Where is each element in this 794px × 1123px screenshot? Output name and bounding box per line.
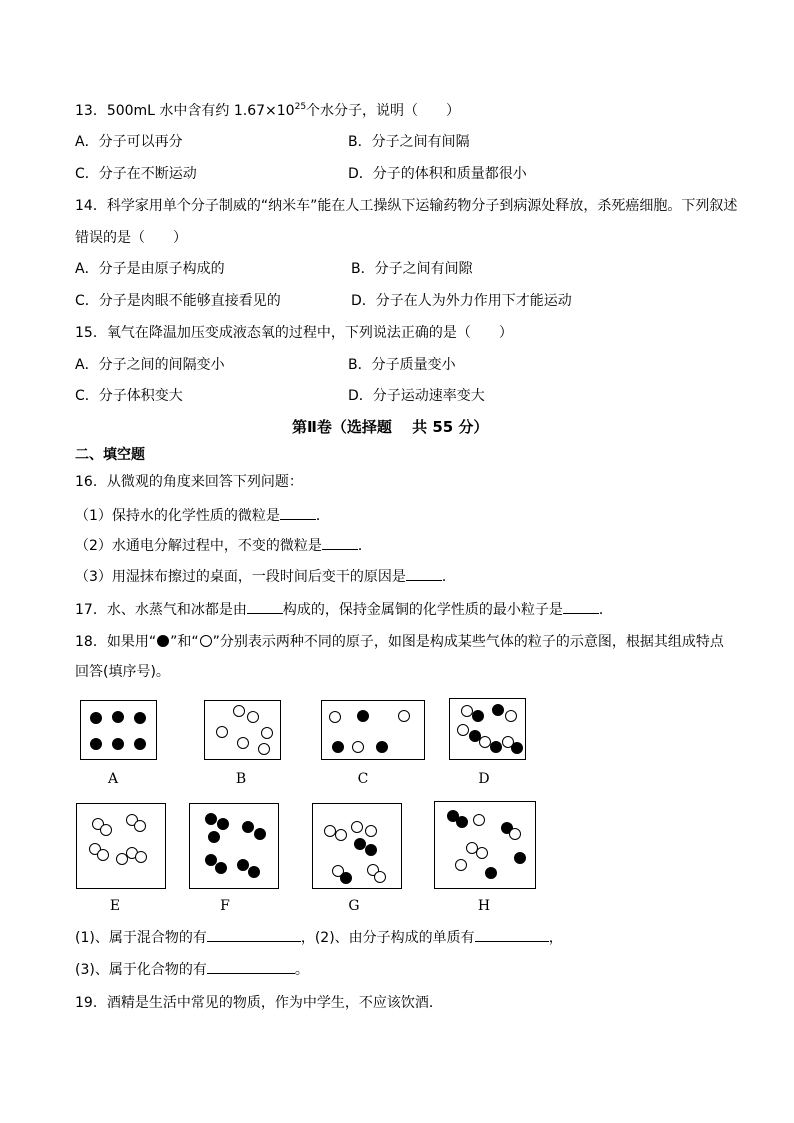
filled-atom <box>113 712 124 723</box>
diagram-label-h: H <box>477 898 491 914</box>
filled-atom <box>218 819 229 830</box>
diagram-box-g <box>312 803 402 889</box>
hollow-atom <box>506 711 517 722</box>
filled-atom <box>512 743 523 754</box>
q18-blank-element[interactable] <box>475 941 549 942</box>
q16-blank3[interactable] <box>406 580 442 581</box>
filled-atom <box>206 814 217 825</box>
q14-option-a[interactable]: A．分子是由原子构成的 <box>75 261 225 277</box>
filled-atom <box>366 845 377 856</box>
diagram-box-c <box>321 700 425 760</box>
hollow-atom <box>248 712 259 723</box>
q14-option-c[interactable]: C．分子是肉眼不能够直接看见的 <box>75 293 281 309</box>
diagram-box-a <box>80 700 157 760</box>
diagram-f-svg <box>190 804 278 888</box>
filled-atom <box>91 739 102 750</box>
hollow-atom <box>238 738 249 749</box>
filled-atom <box>333 742 344 753</box>
q13-option-a[interactable]: A．分子可以再分 <box>75 134 183 150</box>
diagram-label-d: D <box>478 771 490 787</box>
filled-atom <box>216 863 227 874</box>
hollow-atom <box>325 826 336 837</box>
hollow-atom <box>135 821 146 832</box>
q14-stem-line1: 14．科学家用单个分子制威的“纳米车”能在人工操纵下运输药物分子到病源处释放，杀死癌细胞。下列叙述 <box>75 198 738 214</box>
diagram-b-svg <box>205 701 280 759</box>
hollow-atom <box>477 848 488 859</box>
q18-blank-mixture[interactable] <box>207 941 301 942</box>
q18-blank-compound[interactable] <box>207 973 295 974</box>
filled-atom <box>249 867 260 878</box>
filled-atom <box>135 713 146 724</box>
filled-atom <box>355 839 366 850</box>
hollow-atom <box>98 850 109 861</box>
hollow-atom <box>458 725 469 736</box>
q13-option-c[interactable]: C．分子在不断运动 <box>75 166 197 182</box>
hollow-atom <box>467 843 478 854</box>
hollow-atom <box>262 728 273 739</box>
filled-atom <box>341 873 352 884</box>
q15-option-c[interactable]: C．分子体积变大 <box>75 388 183 404</box>
q17-blank1[interactable] <box>247 613 283 614</box>
diagram-label-c: C <box>357 771 369 787</box>
hollow-atom <box>474 815 485 826</box>
q16-stem: 16．从微观的角度来回答下列问题： <box>75 474 303 490</box>
hollow-atom <box>352 822 363 833</box>
filled-atom <box>377 742 388 753</box>
q19-stem: 19．酒精是生活中常见的物质，作为中学生，不应该饮酒． <box>75 995 443 1011</box>
filled-atom <box>515 853 526 864</box>
q16-sub1: （1）保持水的化学性质的微粒是 ． <box>75 508 330 524</box>
q14-stem-line2: 错误的是（ ） <box>75 230 187 246</box>
q13-option-b[interactable]: B．分子之间有间隔 <box>348 134 470 150</box>
q13-stem: 13．500mL 水中含有约 $1.67\times 10^{25}$个水分子，说明（ ） <box>75 102 461 119</box>
hollow-atom <box>234 706 245 717</box>
q15-option-b[interactable]: B．分子质量变小 <box>348 357 456 373</box>
q18-stem-line2: 回答(填序号)。 <box>75 664 170 680</box>
filled-atom <box>206 855 217 866</box>
diagram-box-d <box>449 698 526 760</box>
hollow-atom <box>217 727 228 738</box>
hollow-atom <box>330 712 341 723</box>
filled-atom <box>486 868 497 879</box>
diagram-label-a: A <box>107 771 119 787</box>
diagram-label-b: B <box>235 771 247 787</box>
hollow-atom <box>136 852 147 863</box>
filled-atom <box>358 711 369 722</box>
q16-blank2[interactable] <box>322 549 358 550</box>
hollow-atom <box>259 744 270 755</box>
filled-atom <box>473 711 484 722</box>
filled-atom <box>209 832 220 843</box>
hollow-atom <box>375 872 386 883</box>
section-fill-in-heading: 二、填空题 <box>75 447 145 463</box>
hollow-atom <box>399 711 410 722</box>
diagram-box-e <box>76 803 166 889</box>
hollow-atom <box>117 854 128 865</box>
q18-answer-line2: (3)、属于化合物的有 。 <box>75 962 309 978</box>
filled-atom <box>243 822 254 833</box>
q15-stem: 15．氧气在降温加压变成液态氧的过程中，下列说法正确的是（ ） <box>75 325 513 341</box>
hollow-atom-icon <box>200 635 212 647</box>
hollow-atom <box>480 737 491 748</box>
q15-option-a[interactable]: A．分子之间的间隔变小 <box>75 357 225 373</box>
hollow-atom <box>462 706 473 717</box>
filled-atom <box>135 739 146 750</box>
diagram-label-e: E <box>109 898 121 914</box>
q18-stem-line1: 18．如果用“ ”和“ ”分别表示两种不同的原子，如图是构成某些气体的粒子的示意图，根据其组成特点 <box>75 634 724 650</box>
filled-atom <box>91 713 102 724</box>
diagram-d-svg <box>450 699 525 759</box>
filled-atom <box>113 739 124 750</box>
diagram-label-g: G <box>348 898 360 914</box>
q14-option-d[interactable]: D．分子在人为外力作用下才能运动 <box>351 293 572 309</box>
diagram-box-f <box>189 803 279 889</box>
q17-stem: 17．水、水蒸气和冰都是由 构成的，保持金属铜的化学性质的最小粒子是 ． <box>75 602 613 618</box>
diagram-label-f: F <box>220 898 230 914</box>
q16-blank1[interactable] <box>280 519 316 520</box>
diagram-box-b <box>204 700 281 760</box>
filled-atom <box>491 742 502 753</box>
diagram-c-svg <box>322 701 424 759</box>
diagram-a-svg <box>81 701 156 759</box>
hollow-atom <box>510 829 521 840</box>
q16-sub2: （2）水通电分解过程中，不变的微粒是 ． <box>75 538 372 554</box>
diagram-e-svg <box>77 804 165 888</box>
q17-blank2[interactable] <box>563 613 599 614</box>
hollow-atom <box>366 826 377 837</box>
q14-option-b[interactable]: B．分子之间有间隙 <box>351 261 473 277</box>
hollow-atom <box>101 825 112 836</box>
filled-atom <box>238 860 249 871</box>
filled-atom-icon <box>157 635 169 647</box>
filled-atom <box>457 817 468 828</box>
hollow-atom <box>456 860 467 871</box>
filled-atom <box>470 731 481 742</box>
diagram-g-svg <box>313 804 401 888</box>
filled-atom <box>493 705 504 716</box>
diagram-h-svg <box>435 802 535 888</box>
hollow-atom <box>353 742 364 753</box>
q15-option-d[interactable]: D．分子运动速率变大 <box>348 388 485 404</box>
q13-option-d[interactable]: D．分子的体积和质量都很小 <box>348 166 527 182</box>
filled-atom <box>255 829 266 840</box>
q18-answer-line1: (1)、属于混合物的有 ，(2)、由分子构成的单质有 ， <box>75 930 563 946</box>
hollow-atom <box>336 830 347 841</box>
part2-title: 第Ⅱ卷（选择题 共 55 分） <box>292 418 489 436</box>
q16-sub3: （3）用湿抹布擦过的桌面，一段时间后变干的原因是 ． <box>75 569 456 585</box>
diagram-box-h <box>434 801 536 889</box>
